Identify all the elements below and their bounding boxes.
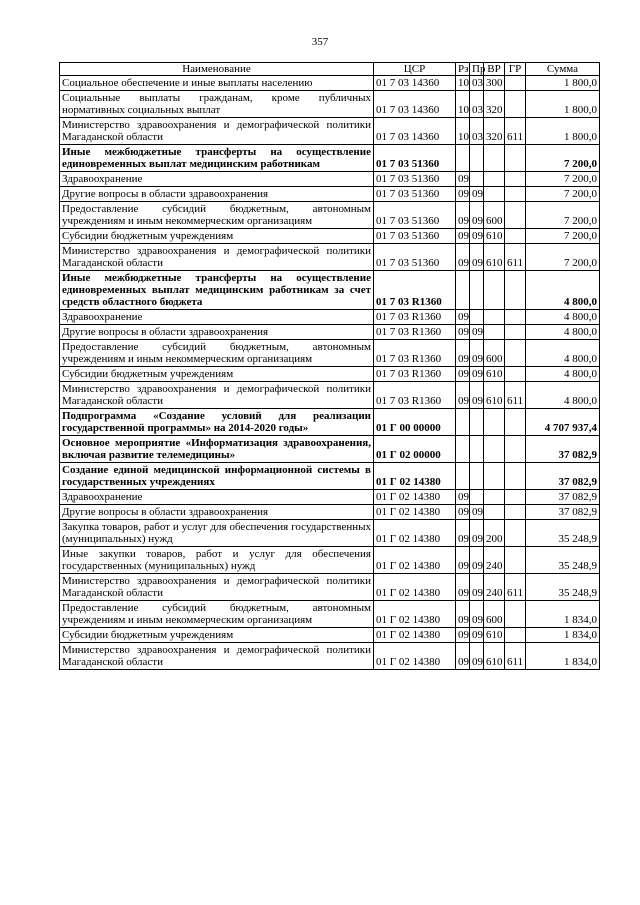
cell-csr: 01 7 03 R1360 xyxy=(374,340,456,367)
cell-pr: 03 xyxy=(470,91,484,118)
header-csr: ЦСР xyxy=(374,63,456,76)
cell-pr xyxy=(470,310,484,325)
cell-pr: 09 xyxy=(470,382,484,409)
cell-vr xyxy=(484,505,505,520)
cell-rz: 09 xyxy=(456,547,470,574)
cell-rz xyxy=(456,436,470,463)
cell-name: Субсидии бюджетным учреждениям xyxy=(60,229,374,244)
cell-csr: 01 7 03 14360 xyxy=(374,91,456,118)
cell-sum: 35 248,9 xyxy=(526,547,600,574)
cell-sum: 1 834,0 xyxy=(526,628,600,643)
cell-csr: 01 7 03 51360 xyxy=(374,202,456,229)
cell-sum: 7 200,0 xyxy=(526,229,600,244)
cell-csr: 01 Г 02 14380 xyxy=(374,463,456,490)
cell-rz: 09 xyxy=(456,187,470,202)
table-header-row xyxy=(60,63,600,76)
cell-vr: 240 xyxy=(484,547,505,574)
cell-vr: 600 xyxy=(484,601,505,628)
cell-name: Здравоохранение xyxy=(60,172,374,187)
table-body xyxy=(60,76,600,670)
cell-rz xyxy=(456,145,470,172)
cell-name: Другие вопросы в области здравоохранения xyxy=(60,325,374,340)
cell-vr: 300 xyxy=(484,76,505,91)
cell-gr xyxy=(505,367,526,382)
budget-table xyxy=(59,62,600,670)
cell-name: Социальное обеспечение и иные выплаты населению xyxy=(60,76,374,91)
header-sum: Сумма xyxy=(526,63,600,76)
cell-csr: 01 7 03 51360 xyxy=(374,187,456,202)
cell-vr: 240 xyxy=(484,574,505,601)
cell-name: Предоставление субсидий бюджетным, автономным учреждениям и иным некоммерческим организациям xyxy=(60,601,374,628)
cell-pr xyxy=(470,409,484,436)
table-row xyxy=(60,325,600,340)
cell-vr: 600 xyxy=(484,340,505,367)
cell-pr: 09 xyxy=(470,643,484,670)
cell-sum: 1 834,0 xyxy=(526,643,600,670)
cell-vr xyxy=(484,436,505,463)
cell-name: Другие вопросы в области здравоохранения xyxy=(60,505,374,520)
cell-name: Министерство здравоохранения и демографической политики Магаданской области xyxy=(60,118,374,145)
table-row xyxy=(60,601,600,628)
table-row xyxy=(60,547,600,574)
page-number: 357 xyxy=(311,36,329,48)
cell-rz: 10 xyxy=(456,118,470,145)
cell-pr: 03 xyxy=(470,118,484,145)
cell-vr xyxy=(484,490,505,505)
header-rz: Рз xyxy=(456,63,470,76)
cell-pr: 09 xyxy=(470,202,484,229)
cell-sum: 35 248,9 xyxy=(526,520,600,547)
cell-sum: 37 082,9 xyxy=(526,436,600,463)
cell-sum: 7 200,0 xyxy=(526,244,600,271)
cell-name: Здравоохранение xyxy=(60,310,374,325)
table-row xyxy=(60,244,600,271)
cell-sum: 4 800,0 xyxy=(526,340,600,367)
cell-pr: 09 xyxy=(470,187,484,202)
cell-vr xyxy=(484,325,505,340)
cell-vr xyxy=(484,172,505,187)
table-row xyxy=(60,505,600,520)
cell-name: Министерство здравоохранения и демографической политики Магаданской области xyxy=(60,574,374,601)
cell-rz: 09 xyxy=(456,244,470,271)
cell-rz: 09 xyxy=(456,310,470,325)
cell-name: Социальные выплаты гражданам, кроме публичных нормативных социальных выплат xyxy=(60,91,374,118)
cell-vr xyxy=(484,145,505,172)
cell-vr: 610 xyxy=(484,229,505,244)
cell-csr: 01 Г 02 14380 xyxy=(374,520,456,547)
cell-gr: 611 xyxy=(505,118,526,145)
table-row xyxy=(60,118,600,145)
cell-gr xyxy=(505,76,526,91)
cell-pr: 09 xyxy=(470,325,484,340)
cell-gr: 611 xyxy=(505,244,526,271)
cell-rz: 10 xyxy=(456,76,470,91)
cell-pr: 09 xyxy=(470,574,484,601)
header-name: Наименование xyxy=(60,63,374,76)
cell-gr xyxy=(505,145,526,172)
cell-csr: 01 Г 02 14380 xyxy=(374,601,456,628)
table-row xyxy=(60,202,600,229)
cell-csr: 01 Г 02 14380 xyxy=(374,643,456,670)
cell-gr xyxy=(505,547,526,574)
cell-name: Здравоохранение xyxy=(60,490,374,505)
cell-rz xyxy=(456,409,470,436)
cell-sum: 7 200,0 xyxy=(526,145,600,172)
table-row xyxy=(60,409,600,436)
cell-rz: 09 xyxy=(456,382,470,409)
cell-gr xyxy=(505,271,526,310)
cell-vr: 320 xyxy=(484,118,505,145)
table-row xyxy=(60,628,600,643)
header-vr: ВР xyxy=(484,63,505,76)
cell-csr: 01 7 03 R1360 xyxy=(374,367,456,382)
cell-gr xyxy=(505,490,526,505)
table-row xyxy=(60,574,600,601)
cell-sum: 37 082,9 xyxy=(526,463,600,490)
cell-csr: 01 7 03 R1360 xyxy=(374,382,456,409)
cell-gr xyxy=(505,463,526,490)
cell-vr: 610 xyxy=(484,244,505,271)
table-row xyxy=(60,436,600,463)
table-row xyxy=(60,229,600,244)
cell-gr xyxy=(505,409,526,436)
cell-pr: 09 xyxy=(470,340,484,367)
cell-vr xyxy=(484,271,505,310)
table-row xyxy=(60,520,600,547)
table-row xyxy=(60,367,600,382)
cell-rz: 09 xyxy=(456,628,470,643)
cell-gr xyxy=(505,520,526,547)
table-row xyxy=(60,91,600,118)
table-row xyxy=(60,340,600,367)
cell-name: Предоставление субсидий бюджетным, автономным учреждениям и иным некоммерческим организациям xyxy=(60,340,374,367)
cell-csr: 01 7 03 51360 xyxy=(374,145,456,172)
table-row xyxy=(60,271,600,310)
cell-vr: 600 xyxy=(484,202,505,229)
table-row xyxy=(60,310,600,325)
cell-name: Другие вопросы в области здравоохранения xyxy=(60,187,374,202)
cell-pr: 09 xyxy=(470,229,484,244)
cell-rz: 10 xyxy=(456,91,470,118)
cell-gr xyxy=(505,229,526,244)
cell-vr xyxy=(484,409,505,436)
cell-gr xyxy=(505,505,526,520)
cell-sum: 4 800,0 xyxy=(526,367,600,382)
cell-rz: 09 xyxy=(456,643,470,670)
cell-sum: 4 800,0 xyxy=(526,271,600,310)
header-pr: Пр xyxy=(470,63,484,76)
cell-rz: 09 xyxy=(456,505,470,520)
cell-rz: 09 xyxy=(456,367,470,382)
cell-rz: 09 xyxy=(456,325,470,340)
cell-pr: 09 xyxy=(470,601,484,628)
table-row xyxy=(60,76,600,91)
cell-name: Создание единой медицинской информационной системы в государственных учреждениях xyxy=(60,463,374,490)
cell-name: Иные закупки товаров, работ и услуг для обеспечения государственных (муниципальных) нужд xyxy=(60,547,374,574)
cell-sum: 4 800,0 xyxy=(526,310,600,325)
cell-gr xyxy=(505,325,526,340)
cell-csr: 01 7 03 51360 xyxy=(374,229,456,244)
cell-pr xyxy=(470,145,484,172)
cell-vr: 610 xyxy=(484,367,505,382)
cell-csr: 01 Г 02 00000 xyxy=(374,436,456,463)
header-gr: ГР xyxy=(505,63,526,76)
cell-sum: 1 800,0 xyxy=(526,91,600,118)
cell-rz xyxy=(456,271,470,310)
cell-rz: 09 xyxy=(456,490,470,505)
cell-gr: 611 xyxy=(505,643,526,670)
cell-pr xyxy=(470,172,484,187)
cell-pr xyxy=(470,436,484,463)
cell-sum: 4 800,0 xyxy=(526,382,600,409)
cell-csr: 01 7 03 51360 xyxy=(374,244,456,271)
cell-sum: 4 707 937,4 xyxy=(526,409,600,436)
cell-vr: 610 xyxy=(484,382,505,409)
cell-csr: 01 Г 00 00000 xyxy=(374,409,456,436)
cell-rz: 09 xyxy=(456,229,470,244)
cell-sum: 1 800,0 xyxy=(526,76,600,91)
cell-pr: 09 xyxy=(470,520,484,547)
cell-pr xyxy=(470,490,484,505)
cell-name: Субсидии бюджетным учреждениям xyxy=(60,367,374,382)
cell-pr: 09 xyxy=(470,244,484,271)
cell-name: Иные межбюджетные трансферты на осуществление единовременных выплат медицинским работникам за счет средств областного бюджета xyxy=(60,271,374,310)
cell-pr xyxy=(470,463,484,490)
cell-rz xyxy=(456,463,470,490)
cell-gr xyxy=(505,91,526,118)
cell-gr: 611 xyxy=(505,574,526,601)
cell-vr: 610 xyxy=(484,643,505,670)
cell-gr xyxy=(505,310,526,325)
cell-sum: 7 200,0 xyxy=(526,187,600,202)
cell-rz: 09 xyxy=(456,340,470,367)
cell-sum: 4 800,0 xyxy=(526,325,600,340)
cell-pr: 09 xyxy=(470,367,484,382)
cell-csr: 01 7 03 14360 xyxy=(374,118,456,145)
table-row xyxy=(60,187,600,202)
cell-gr xyxy=(505,172,526,187)
cell-sum: 1 800,0 xyxy=(526,118,600,145)
cell-rz: 09 xyxy=(456,601,470,628)
cell-name: Подпрограмма «Создание условий для реализации государственной программы» на 2014-2020 годы» xyxy=(60,409,374,436)
cell-pr: 03 xyxy=(470,76,484,91)
cell-vr xyxy=(484,463,505,490)
cell-name: Министерство здравоохранения и демографической политики Магаданской области xyxy=(60,643,374,670)
table-row xyxy=(60,382,600,409)
cell-sum: 37 082,9 xyxy=(526,505,600,520)
cell-csr: 01 7 03 14360 xyxy=(374,76,456,91)
cell-rz: 09 xyxy=(456,520,470,547)
cell-name: Иные межбюджетные трансферты на осуществление единовременных выплат медицинским работникам xyxy=(60,145,374,172)
table-row xyxy=(60,643,600,670)
cell-name: Основное мероприятие «Информатизация здравоохранения, включая развитие телемедицины» xyxy=(60,436,374,463)
cell-sum: 7 200,0 xyxy=(526,172,600,187)
cell-sum: 1 834,0 xyxy=(526,601,600,628)
cell-gr xyxy=(505,340,526,367)
cell-vr: 200 xyxy=(484,520,505,547)
cell-csr: 01 Г 02 14380 xyxy=(374,628,456,643)
table-row xyxy=(60,463,600,490)
cell-csr: 01 Г 02 14380 xyxy=(374,547,456,574)
cell-vr xyxy=(484,310,505,325)
cell-rz: 09 xyxy=(456,574,470,601)
table-row xyxy=(60,490,600,505)
cell-rz: 09 xyxy=(456,172,470,187)
cell-vr: 610 xyxy=(484,628,505,643)
cell-name: Закупка товаров, работ и услуг для обеспечения государственных (муниципальных) нужд xyxy=(60,520,374,547)
cell-name: Министерство здравоохранения и демографической политики Магаданской области xyxy=(60,382,374,409)
cell-pr: 09 xyxy=(470,628,484,643)
cell-sum: 7 200,0 xyxy=(526,202,600,229)
cell-name: Министерство здравоохранения и демографической политики Магаданской области xyxy=(60,244,374,271)
cell-gr xyxy=(505,601,526,628)
cell-vr: 320 xyxy=(484,91,505,118)
cell-pr: 09 xyxy=(470,547,484,574)
cell-sum: 35 248,9 xyxy=(526,574,600,601)
cell-pr: 09 xyxy=(470,505,484,520)
cell-gr xyxy=(505,436,526,463)
cell-csr: 01 Г 02 14380 xyxy=(374,505,456,520)
cell-csr: 01 7 03 R1360 xyxy=(374,271,456,310)
cell-pr xyxy=(470,271,484,310)
cell-vr xyxy=(484,187,505,202)
cell-name: Предоставление субсидий бюджетным, автономным учреждениям и иным некоммерческим организациям xyxy=(60,202,374,229)
cell-csr: 01 Г 02 14380 xyxy=(374,490,456,505)
cell-csr: 01 7 03 R1360 xyxy=(374,310,456,325)
cell-gr xyxy=(505,628,526,643)
cell-gr xyxy=(505,202,526,229)
table-row xyxy=(60,172,600,187)
table-row xyxy=(60,145,600,172)
cell-gr: 611 xyxy=(505,382,526,409)
cell-sum: 37 082,9 xyxy=(526,490,600,505)
cell-gr xyxy=(505,187,526,202)
cell-name: Субсидии бюджетным учреждениям xyxy=(60,628,374,643)
cell-rz: 09 xyxy=(456,202,470,229)
cell-csr: 01 7 03 51360 xyxy=(374,172,456,187)
cell-csr: 01 7 03 R1360 xyxy=(374,325,456,340)
cell-csr: 01 Г 02 14380 xyxy=(374,574,456,601)
